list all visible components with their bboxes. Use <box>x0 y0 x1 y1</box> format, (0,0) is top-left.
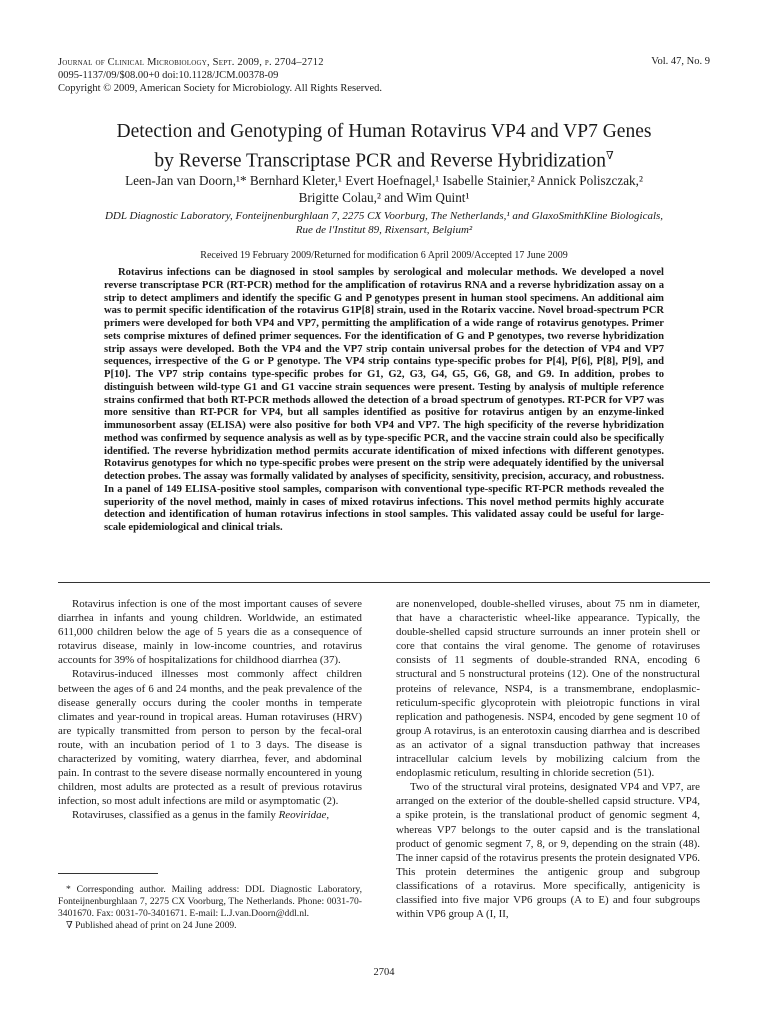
intro-paragraph-3 <box>58 808 362 822</box>
intro-paragraph-1: Rotavirus infection is one of the most important causes of severe diarrhea in infants and young children. Worldwide, an estimated 611,000 children below the age of 5 years die as a consequence of rotavirus disease, mainly in low-income countries, and rotavirus accounts for 39% of hospitalizations for childhood diarrhea (37). <box>58 598 362 667</box>
right-column <box>396 597 700 921</box>
title-line-2-text: by Reverse Transcriptase PCR and Reverse Hybridization <box>154 150 606 172</box>
affiliation-line-1: DDL Diagnostic Laboratory, Fonteijnenburghlaan 7, 2275 CX Voorburg, The Netherlands,¹ and GlaxoSmithKline Biologicals, <box>104 210 664 222</box>
family-name: Reoviridae, <box>278 809 330 822</box>
journal-citation: Journal of Clinical Microbiology, Sept. 2009, p. 2704–2712 <box>58 57 324 68</box>
authors-line-1: Leen-Jan van Doorn,¹* Bernhard Kleter,¹ Evert Hoefnagel,¹ Isabelle Stainier,² Annick Poliszczak,² <box>125 173 643 188</box>
intro-paragraph-3-text: Rotaviruses, classified as a genus in the family <box>72 809 279 822</box>
authors-line-2: Brigitte Colau,² and Wim Quint¹ <box>298 190 470 205</box>
corresponding-author-footnote: * Corresponding author. Mailing address: DDL Diagnostic Laboratory, Fonteijnenburghlaan 7, 2275 CX Voorburg, The Netherlands. Phone: 0031-70-3401670. Fax: 0031-70-3401671. E-mail: L.J.van.Doorn@ddl.nl. <box>58 884 362 919</box>
intro-paragraph-4: Two of the structural viral proteins, designated VP4 and VP7, are arranged on the exterior of the double-shelled capsid structure. VP4, a spike protein, is the translational product of genomic segment 4, whereas VP7 belongs to the outer capsid and is the translational product of genomic segment 7, 8, or 9, depending on the strain (48). The inner capsid of the rotavirus presents the protein designated VP6. This protein determines the antigenic group and subgroup classifications of a rotavirus. More specifically, antigenicity is classified into five major VP6 groups (A to E) and four subgroups within VP6 group A (I, II, <box>396 781 700 921</box>
footnote-divider <box>58 873 158 874</box>
publication-footnote: ∇ Published ahead of print on 24 June 2009. <box>66 920 237 931</box>
volume-issue: Vol. 47, No. 9 <box>651 56 710 67</box>
intro-paragraph-3-continued: are nonenveloped, double-shelled viruses, about 75 nm in diameter, that have a characteristic wheel-like appearance. Typically, the double-shelled capsid structure surrounds an inner protein shell or core that contains the viral genome. The genome of rotaviruses consists of 11 segments of double-stranded RNA, encoding 6 structural and 5 nonstructural proteins (12). One of the nonstructural proteins of relevance, NSP4, is a transmembrane, endoplasmic-reticulum-specific glycoprotein with pleiotropic functions in viral replication and pathogenesis. NSP4, encoded by gene segment 10 of group A rotavirus, is an enterotoxin causing diarrhea and is described as an activator of a signal transduction pathway that increases intracellular calcium levels by mobilizing calcium from the endoplasmic reticulum, resulting in chloride secretion (51). <box>396 598 700 780</box>
running-header <box>58 56 382 95</box>
title-line-1: Detection and Genotyping of Human Rotavirus VP4 and VP7 Genes <box>116 121 652 142</box>
left-column <box>58 597 362 823</box>
intro-paragraph-2: Rotavirus-induced illnesses most commonly affect children between the ages of 6 and 24 months, and the peak prevalence of the disease generally occurs during the cooler months in temperate climates and year-round in tropical areas. Human rotaviruses (HRV) are typically transmitted from person to person by the fecal-oral route, with an incubation period of 1 to 3 days. The disease is characterized by vomiting, watery diarrhea, fever, and abdominal pain. In contrast to the severe disease normally encountered in young children, most adults are protected as a result of previous rotavirus infection, so most adult infections are mild or asymptomatic (2). <box>58 668 362 808</box>
advance-publication-mark: ∇ <box>605 150 614 162</box>
abstract-divider <box>58 582 710 583</box>
abstract: Rotavirus infections can be diagnosed in stool samples by serological and molecular methods. We developed a novel reverse transcriptase PCR (RT-PCR) method for the amplification of rotavirus RNA and a reverse hybridization assay on a strip to detect amplimers and identify the specific G and P genotypes present in human stool specimens. An additional aim was to permit specific identification of the rotavirus G1P[8] strain, used in the Rotarix vaccine. Novel broad-spectrum PCR primers were developed for both VP4 and VP7, permitting the amplification of a wide range of rotavirus genotypes. Primer sets comprise mixtures of defined primer sequences. For the identification of G and P genotypes, two reverse hybridization strip assays were developed. Both the VP4 and the VP7 strip contain universal probes for the detection of VP4 and VP7 sequences, irrespective of the G or P genotype. The VP4 strip contains type-specific probes for P[4], P[6], P[8], P[9], and P[10]. The VP7 strip contains type-specific probes for G1, G2, G3, G4, G5, G6, G8, and G9. In addition, probes to distinguish between wild-type G1 and G1 vaccine strain sequences were present. Testing by analysis of multiple reference strains confirmed that both RT-PCR methods allowed the detection of a broad spectrum of genotypes. RT-PCR for VP7 was more sensitive than RT-PCR for VP4, but all samples identified as positive for rotavirus antigen by an enzyme-linked immunosorbent assay (ELISA) were also positive for both VP4 and VP7. The high specificity of the reverse hybridization method was confirmed by sequence analysis as well as by type-specific PCR, and the vaccine strain could also be specifically identified. The reverse hybridization method permits accurate identification of mixed infections with different genotypes. Rotavirus genotypes for which no type-specific probes were present on the strip were adequately identified by the universal detection probes. The assay was formally validated by analyses of specificity, sensitivity, precision, accuracy, and robustness. In a panel of 149 ELISA-positive stool samples, comparison with conventional type-specific RT-PCR methods revealed the superiority of the novel method, mainly in cases of mixed rotavirus infections. This novel method permits highly accurate detection and identification of human rotavirus infections in stool samples. This validated assay could be useful for large-scale epidemiological and clinical trials. <box>104 267 664 533</box>
title-line-2 <box>40 144 728 174</box>
affiliations <box>60 210 708 237</box>
footnotes <box>58 884 362 932</box>
issn-doi: 0095-1137/09/$08.00+0 doi:10.1128/JCM.00378-09 <box>58 70 279 81</box>
page-number: 2704 <box>373 967 395 978</box>
affiliation-line-2: Rue de l'Institut 89, Rixensart, Belgium² <box>295 223 473 236</box>
author-list <box>40 172 728 206</box>
received-dates: Received 19 February 2009/Returned for modification 6 April 2009/Accepted 17 June 2009 <box>200 250 568 261</box>
article-title <box>40 120 728 174</box>
copyright-line: Copyright © 2009, American Society for Microbiology. All Rights Reserved. <box>58 83 383 94</box>
